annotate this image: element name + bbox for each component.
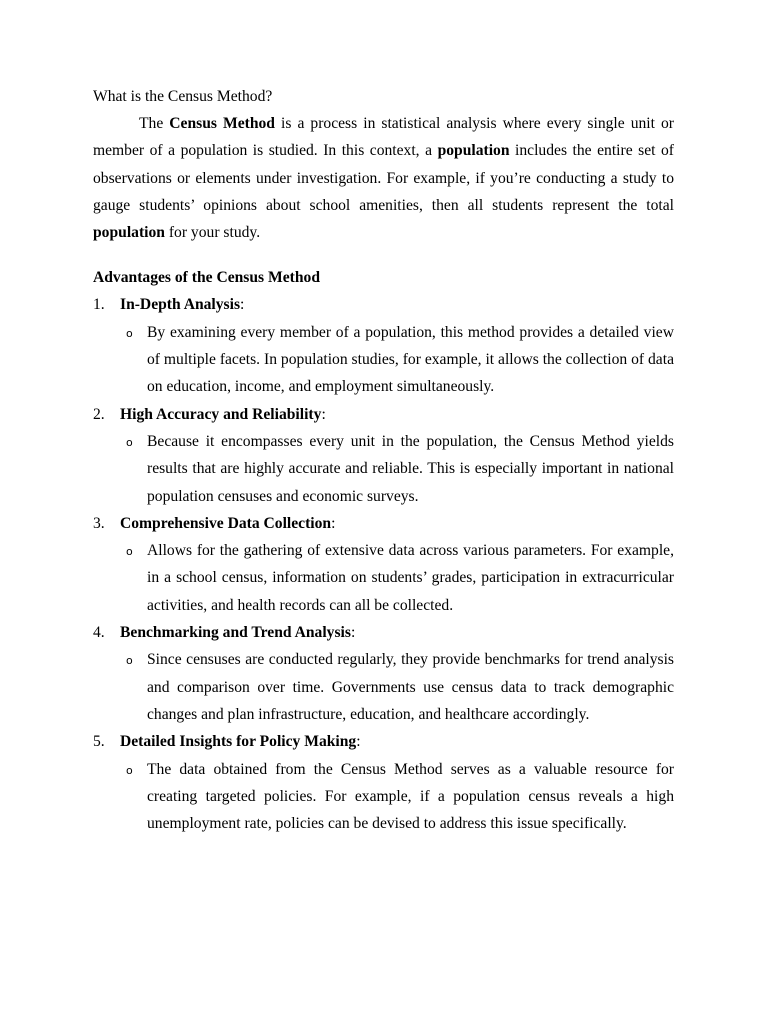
item-colon: : <box>321 405 326 423</box>
intro-text-1: The <box>139 115 170 132</box>
advantages-list <box>93 291 674 837</box>
bullet-icon: o <box>126 435 133 449</box>
bullet-icon: o <box>126 763 133 777</box>
item-title: Detailed Insights for Policy Making <box>120 733 357 751</box>
advantage-detail <box>93 319 674 401</box>
list-item <box>93 728 674 837</box>
detail-text: Because it encompasses every unit in the population, the Census Method yields results that are highly accurate and reliable. This is especially important in national population censuses and economic surveys. <box>147 432 674 505</box>
bullet-icon: o <box>126 326 133 340</box>
item-number: 1. <box>93 296 105 314</box>
list-item <box>93 510 674 619</box>
advantage-detail <box>93 756 674 838</box>
intro-text-3: includes the entire set of observations or elements under investigation. For example, if you’re conducting a study to gauge students’ opinions about school amenities, then all students represent the total <box>93 142 674 214</box>
item-title: High Accuracy and Reliability <box>120 405 322 423</box>
advantage-heading <box>93 401 674 428</box>
intro-text-2: is a process in statistical analysis where every single unit or member of a population is studied. In this context, a <box>93 115 674 160</box>
item-number: 3. <box>93 514 105 532</box>
detail-text: Allows for the gathering of extensive data across various parameters. For example, in a school census, information on students’ grades, participation in extracurricular activities, and health records can all be collected. <box>147 542 674 614</box>
advantage-heading <box>93 510 674 537</box>
intro-bold-census-method: Census Method <box>169 115 275 132</box>
item-colon: : <box>350 624 356 642</box>
detail-text: Since censuses are conducted regularly, they provide benchmarks for trend analysis and comparison over time. Governments use census data to track demographic changes and plan infrastructure, education, and healthcare accordingly. <box>147 651 674 723</box>
list-item <box>93 619 674 728</box>
detail-text: By examining every member of a population, this method provides a detailed view of multiple facets. In population studies, for example, it allows the collection of data on education, income, and employment simultaneously. <box>147 323 674 396</box>
advantage-detail <box>93 428 674 510</box>
item-number: 2. <box>93 405 105 423</box>
document-page <box>93 83 674 837</box>
bullet-icon: o <box>126 545 133 559</box>
intro-paragraph <box>93 110 674 246</box>
item-title: Comprehensive Data Collection <box>120 514 332 532</box>
advantage-detail <box>93 537 674 619</box>
intro-bold-population-2: population <box>93 224 165 242</box>
advantage-detail <box>93 646 674 728</box>
advantage-heading <box>93 291 674 318</box>
item-number: 5. <box>93 733 105 751</box>
advantages-heading: Advantages of the Census Method <box>93 269 320 287</box>
detail-text: The data obtained from the Census Method serves as a valuable resource for creating targeted policies. For example, if a population census reveals a high unemployment rate, policies can be devised to address this issue specifically. <box>147 760 674 833</box>
bullet-icon: o <box>126 654 133 668</box>
item-colon: : <box>240 296 245 314</box>
advantage-heading <box>93 619 674 646</box>
list-item <box>93 401 674 510</box>
document-title: What is the Census Method? <box>93 88 273 105</box>
advantage-heading <box>93 728 674 755</box>
item-colon: : <box>356 733 361 751</box>
intro-text-4: for your study. <box>164 224 261 242</box>
item-number: 4. <box>93 624 105 642</box>
item-title: In-Depth Analysis <box>120 296 241 314</box>
intro-bold-population: population <box>437 142 510 160</box>
item-colon: : <box>331 514 336 532</box>
list-item <box>93 291 674 400</box>
item-title: Benchmarking and Trend Analysis <box>120 624 351 642</box>
